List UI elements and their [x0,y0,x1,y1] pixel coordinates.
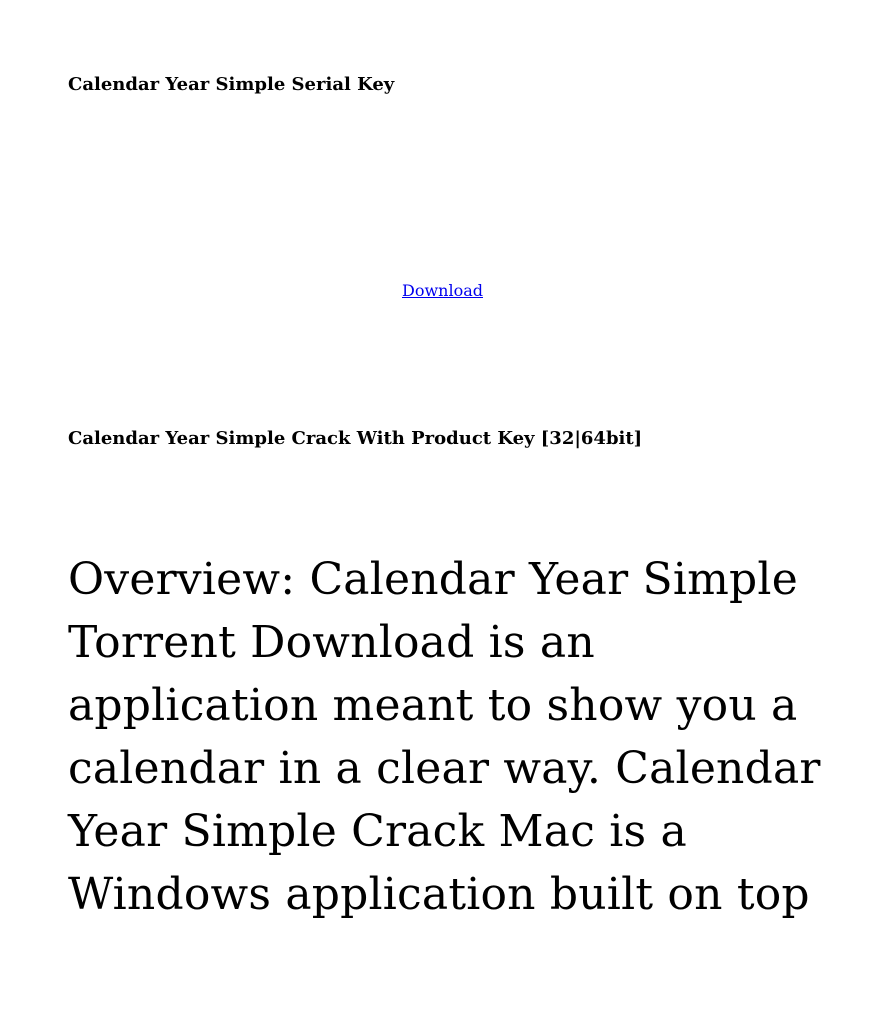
overview-paragraph: Overview: Calendar Year Simple Torrent Download is an application meant to show you a calendar in a clear way. Calendar Year Simple Crack Mac is a Windows application built on top [68,554,821,920]
section-heading: Calendar Year Simple Crack With Product Key [32|64bit] [68,428,643,449]
download-container [0,281,885,301]
page-title: Calendar Year Simple Serial Key [68,74,395,95]
download-link[interactable]: Download [402,281,483,300]
